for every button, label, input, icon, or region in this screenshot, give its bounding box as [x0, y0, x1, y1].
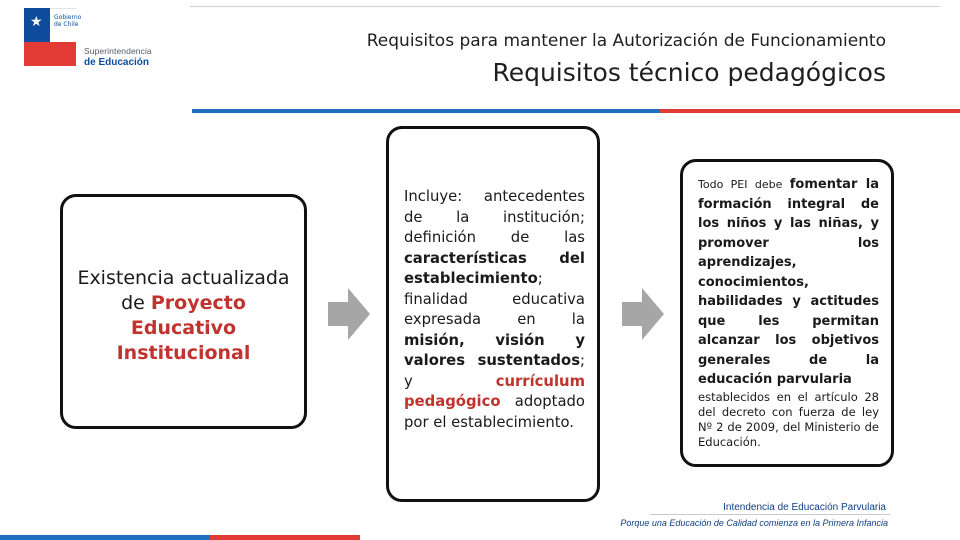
- logo-gobierno-line2: de Chile: [54, 21, 79, 28]
- chile-flag-icon: [24, 8, 82, 66]
- pei-contents-box: [386, 126, 600, 502]
- page-title: Requisitos técnico pedagógicos: [492, 58, 886, 87]
- pei-requirement-box: [60, 194, 307, 429]
- pei-objectives-box: [680, 159, 894, 467]
- pei-objectives-text: Todo PEI debe fomentar la formación integral de los niños y las niñas, y promover los aprendizajes, conocimientos, habilidades y actitudes que les permitan alcanzar los objetivos generales de la educación parvularia: [698, 177, 879, 387]
- star-icon: ★: [30, 14, 43, 30]
- footer-institution: Intendencia de Educación Parvularia: [723, 502, 886, 513]
- footer-color-rule: [0, 535, 360, 540]
- logo-name-line1: Superintendencia: [84, 46, 152, 56]
- logo-gobierno-line1: Gobierno: [54, 14, 82, 21]
- arrow-right-icon: [622, 288, 664, 340]
- footer-slogan: Porque una Educación de Calidad comienza en la Primera Infancia: [620, 518, 888, 528]
- superintendencia-logo: [24, 8, 192, 74]
- pei-contents-text: Incluye: antecedentes de la institución; definición de las características del establecimiento; finalidad educativa expresada en la misión, visión y valores sustentados; y currículum pedagógico adoptado por el establecimiento.: [404, 188, 585, 431]
- header-top-divider: [190, 6, 940, 7]
- page-subtitle: Requisitos para mantener la Autorización de Funcionamiento: [366, 31, 886, 51]
- footer-divider: [650, 514, 890, 515]
- pei-requirement-text: Existencia actualizada de Proyecto Educativo Institucional: [77, 266, 290, 364]
- pei-legal-reference: establecidos en el artículo 28 del decreto con fuerza de ley Nº 2 de 2009, del Ministerio de Educación.: [698, 389, 879, 449]
- logo-name-line2: de Educación: [84, 57, 150, 68]
- arrow-right-icon: [328, 288, 370, 340]
- header-color-rule: [192, 109, 960, 113]
